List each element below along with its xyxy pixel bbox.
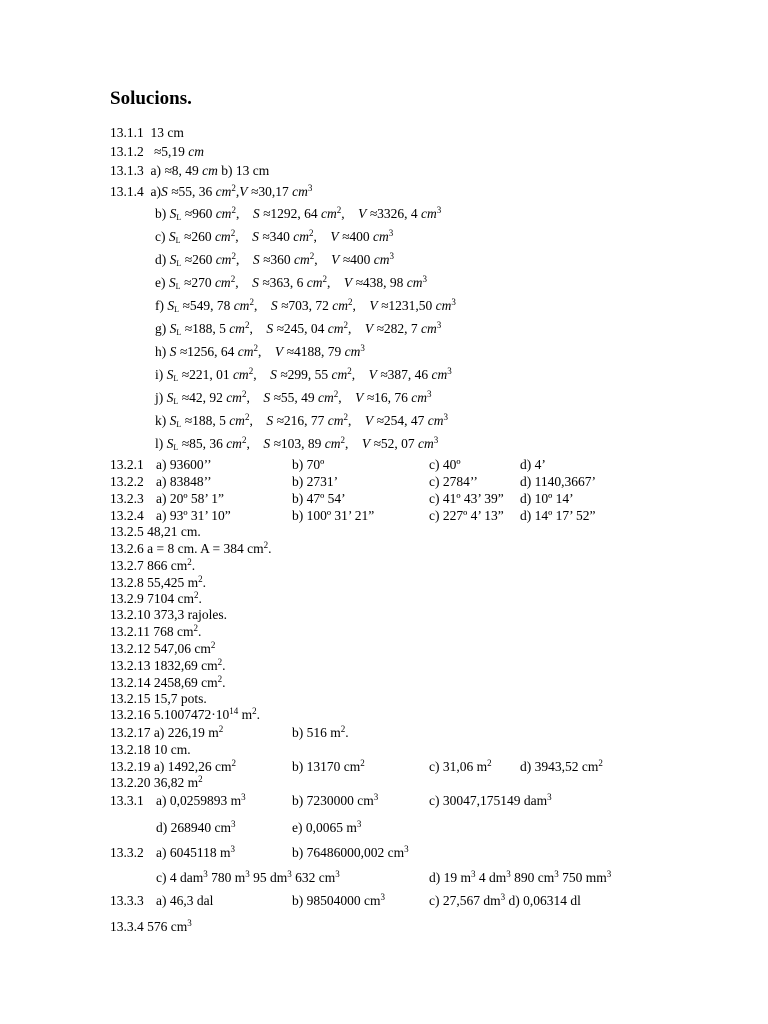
volume-value: 4188, 79 (293, 344, 342, 359)
row-label: e) (155, 275, 166, 290)
lateral-surface-value: 549, 78 (189, 298, 231, 313)
lateral-subscript: L (176, 213, 182, 222)
approx-symbol: ≈ (153, 144, 162, 159)
answer-punct: . (222, 675, 226, 690)
item-number: 13.1.2 (110, 144, 144, 159)
answer-value: 13 cm (150, 125, 184, 140)
item-number: 13.2.3 (110, 491, 144, 506)
answer-part-d: d) 1140,3667’ (520, 474, 596, 489)
approx-symbol: ≈ (184, 206, 193, 221)
answer-text: 13.2.7 866 cm (110, 558, 188, 573)
answer-part-c: c) 2784’’ (429, 474, 478, 489)
answer-part-c: c) 31,06 m (429, 759, 488, 774)
solid-row: k) $S_L \approx 188$, 5 $cm^2$, S ≈216, 77 $cm^2$, V ≈254, 47 $cm^3$ (155, 412, 449, 429)
answer-13-2-11: 13.2.11 768 $cm^2$. (110, 623, 202, 639)
volume-value: 52, 07 (380, 436, 415, 451)
answer-13-2-2 (110, 474, 670, 490)
answer-13-2-1 (110, 457, 670, 473)
answer-13-3-3: 13.3.3 a) 46,3 dal b) 98504000 $cm^3$ c) 27,567 $dm^3$ d) 0,06314 dl (110, 892, 581, 908)
lateral-surface-value: 270 (191, 275, 212, 290)
volume-value: 387, 46 (387, 367, 429, 382)
solid-row: d) $S_L \approx 260$ $cm^2$, S ≈360 $cm^2$, V ≈400 $cm^3$ (155, 251, 395, 268)
answer-13-3-2-continued: c) 4 dam$^3$ 780 $m^3$ 95 $dm^3$ 632 $cm^3$ d) 19 $m^3$ 4 $dm^3$ 890 $cm^3$ 750 $mm^3$ (156, 869, 612, 885)
item-number: 13.2.2 (110, 474, 144, 489)
solid-row: f) $S_L \approx 549$, 78 $cm^2$, S ≈703, 72 $cm^2$, V ≈1231,50 $cm^3$ (155, 297, 456, 314)
row-label: d) (155, 252, 167, 267)
item-number: 13.1.4 (110, 184, 144, 199)
unit-cm: cm (202, 163, 218, 178)
answer-part-b: b) 2731’ (292, 474, 339, 489)
answer-part-b: b) 100º 31’ 21” (292, 508, 375, 523)
answer-value: 5,19 (161, 144, 185, 159)
answer-part-a: a) 20º 58’ 1” (156, 491, 225, 506)
answer-13-2-18: 13.2.18 10 cm. (110, 742, 191, 757)
answer-part-b: b) 7230000 cm (292, 793, 374, 808)
answer-part-d: d) 0,06314 dl (505, 893, 581, 908)
answer-text: 13.2.12 547,06 cm (110, 641, 211, 656)
solid-row: b) $S_L \approx 960$ $cm^2$, S ≈1292, 64 $cm^2$, V ≈3326, 4 $cm^3$ (155, 205, 442, 222)
unit-cm: cm (188, 144, 205, 159)
row-label: i) (155, 367, 164, 382)
answer-part-c: c) 27,567 dm (429, 893, 501, 908)
total-surface-value: 703, 72 (288, 298, 329, 313)
answer-part-b: b) 98504000 cm (292, 893, 381, 908)
volume-value: 1231,50 (388, 298, 433, 313)
volume-value: 254, 47 (383, 413, 425, 428)
answer-part-e: e) 0,0065 m (292, 820, 357, 835)
answer-text: 13.2.13 1832,69 cm (110, 658, 218, 673)
row-label: c) (155, 229, 166, 244)
answer-13-2-15: 13.2.15 15,7 pots. (110, 691, 207, 706)
solid-row: g) $S_L \approx 188$, 5 $cm^2$, S ≈245, 04 $cm^2$, V ≈282, 7 $cm^3$ (155, 320, 442, 337)
row-label: l) (155, 436, 164, 451)
answer-part-a: a) 93º 31’ 10” (156, 508, 231, 523)
volume-value: 16, 76 (374, 390, 408, 405)
answer-part-d: d) 4’ (520, 457, 546, 472)
answer-punct: . (256, 707, 261, 722)
answer-value: 8, 49 (171, 163, 199, 178)
answer-part-d: d) 19 m (429, 870, 471, 885)
answer-punct: . (345, 725, 349, 740)
answer-13-1-1 (110, 125, 184, 141)
answer-13-2-10: 13.2.10 373,3 rajoles. (110, 607, 227, 622)
answer-part-a: a) 83848’’ (156, 474, 212, 489)
solid-row: j) $S_L \approx 42$, 92 $cm^2$, S ≈55, 49 $cm^2$, V ≈16, 76 $cm^3$ (155, 389, 432, 406)
answer-part-b: b) 70º (292, 457, 325, 472)
answer-part-c: c) 227º 4’ 13” (429, 508, 504, 523)
answer-punct: . (202, 575, 207, 590)
answer-13-2-20: 13.2.20 36,82 $m^2$ (110, 774, 203, 790)
lateral-surface-value: 221, 01 (189, 367, 230, 382)
answer-13-2-19: 13.2.19 a) 1492,26 $cm^2$ b) 13170 $cm^2$ c) 31,06 $m^2$ d) 3943,52 $cm^2$ (110, 758, 603, 774)
answer-13-3-4: 13.3.4 576 $cm^3$ (110, 918, 192, 934)
total-surface-value: 245, 04 (283, 321, 325, 336)
exponent: 3 (307, 183, 313, 193)
answer-part-a: a) 6045118 m (156, 845, 231, 860)
lateral-surface-value: 960 (192, 206, 213, 221)
answer-13-3-1-continued: d) 268940 $cm^3$ e) 0,0065 $m^3$ (156, 819, 362, 835)
answer-text: 13.3.4 576 cm (110, 919, 188, 934)
answer-part-c: 780 m (207, 870, 246, 885)
unit-cm3: cm (292, 184, 308, 199)
lateral-surface-value: 260 (192, 252, 213, 267)
answer-13-2-12: 13.2.12 547,06 $cm^2$ (110, 640, 216, 656)
volume-value: 3326, 4 (377, 206, 418, 221)
answer-part-c: c) 41º 43’ 39” (429, 491, 504, 506)
item-number: 13.3.2 (110, 845, 144, 860)
answer-part-a: 13.2.19 a) 1492,26 cm (110, 759, 232, 774)
row-label: g) (155, 321, 167, 336)
answer-part-c: c) 30047,175149 dam (429, 793, 548, 808)
answer-part-c: c) 40º (429, 457, 461, 472)
answer-13-2-8: 13.2.8 55,425 $m^2$. (110, 574, 207, 590)
answer-text: 13.2.16 5.1007472·10 (110, 707, 230, 722)
answer-13-2-7: 13.2.7 866 $cm^2$. (110, 557, 196, 573)
total-surface-value: 363, 6 (269, 275, 304, 290)
answer-punct: . (222, 658, 226, 673)
total-surface-value: 299, 55 (287, 367, 329, 382)
lateral-surface-value: 188, 5 (192, 413, 226, 428)
answer-13-3-1: 13.3.1 a) 0,0259893 $m^3$ b) 7230000 $cm^3$ c) 30047,175149 dam$^3$ (110, 792, 552, 808)
total-surface-value: 55, 49 (280, 390, 315, 405)
answer-part-b: b) 76486000,002 cm (292, 845, 405, 860)
lateral-surface-value: 42, 92 (189, 390, 223, 405)
approx-symbol: ≈ (171, 184, 179, 199)
answer-part-b: b) 13170 cm (292, 759, 361, 774)
answer-punct: . (268, 541, 272, 556)
answer-text: 13.2.14 2458,69 cm (110, 675, 218, 690)
lateral-surface-value: 260 (191, 229, 212, 244)
volume-value: 400 (349, 229, 370, 244)
answer-part-d: d) 14º 17’ 52” (520, 508, 596, 523)
answer-part-a: a) 0,0259893 m (156, 793, 242, 808)
volume-symbol: ,V (235, 184, 248, 199)
answer-part-d: d) 268940 cm (156, 820, 231, 835)
answer-13-2-3 (110, 491, 670, 507)
answer-text: 13.2.11 768 cm (110, 624, 194, 639)
answer-part-d: 750 mm (558, 870, 607, 885)
answer-part-c: c) 4 dam (156, 870, 204, 885)
item-number: 13.2.4 (110, 508, 144, 523)
answer-text: 13.2.9 7104 cm (110, 591, 194, 606)
answer-13-2-4 (110, 508, 670, 524)
item-number: 13.1.1 (110, 125, 144, 140)
lateral-surface-value: 188, 5 (192, 321, 226, 336)
answer-part-d: 4 dm (475, 870, 507, 885)
volume-value: 438, 98 (362, 275, 404, 290)
answer-part-b: b) 13 cm (221, 163, 270, 178)
solid-row: i) $S_L \approx 221$, 01 $cm^2$, S ≈299, 55 $cm^2$, V ≈387, 46 $cm^3$ (155, 366, 452, 383)
answer-part-a: a) 93600’’ (156, 457, 212, 472)
unit-cm2: cm (215, 184, 232, 199)
answer-part-d: d) 10º 14’ (520, 491, 574, 506)
total-surface-value: 103, 89 (280, 436, 322, 451)
answer-13-2-13: 13.2.13 1832,69 $cm^2$. (110, 657, 226, 673)
exponent: 14 (229, 706, 239, 716)
part-label: a) (150, 184, 161, 199)
answer-13-2-14: 13.2.14 2458,69 $cm^2$. (110, 674, 226, 690)
answer-part-d: 890 cm (510, 870, 555, 885)
solid-row: e) $S_L \approx 270$ $cm^2$, S ≈363, 6 $cm^2$, V ≈438, 98 $cm^3$ (155, 274, 428, 291)
row-label: j) (155, 390, 164, 405)
approx-symbol: ≈ (164, 163, 172, 178)
answer-13-1-3 (110, 163, 269, 179)
row-label: f) (155, 298, 164, 313)
row-label: b) (155, 206, 167, 221)
answer-13-2-6: 13.2.6 a = 8 cm. A = 384 $cm^2$. (110, 540, 272, 556)
answer-punct: . (198, 624, 202, 639)
answer-13-3-2: 13.3.2 a) 6045118 $m^3$ b) 76486000,002 $cm^3$ (110, 844, 409, 860)
item-number: 13.1.3 (110, 163, 144, 178)
answer-text: 13.2.6 a = 8 cm. A = 384 cm (110, 541, 264, 556)
solid-row: h) S ≈1256, 64 $cm^2$, V ≈4188, 79 $cm^3$ (155, 343, 365, 359)
unit: m (238, 707, 253, 722)
approx-symbol: ≈ (250, 184, 259, 199)
answer-part-b: b) 516 m (292, 725, 341, 740)
total-surface-value: 216, 77 (283, 413, 325, 428)
answer-13-2-17: 13.2.17 a) 226,19 $m^2$ b) 516 $m^2$. (110, 724, 349, 740)
volume-value: 282, 7 (383, 321, 418, 336)
solid-row: c) $S_L \approx 260$ $cm^2$, S ≈340 $cm^2$, V ≈400 $cm^3$ (155, 228, 394, 245)
answer-punct: . (198, 591, 202, 606)
part-label: a) (150, 163, 161, 178)
answer-13-1-2 (110, 144, 204, 160)
item-number: 13.3.1 (110, 793, 144, 808)
exponent: 2 (231, 183, 236, 193)
answer-text: 13.2.20 36,82 m (110, 775, 199, 790)
total-surface-value: 360 (270, 252, 291, 267)
answer-part-c: 95 dm (249, 870, 288, 885)
answer-13-2-9: 13.2.9 7104 $cm^2$. (110, 590, 202, 606)
volume-value: 400 (350, 252, 371, 267)
answer-part-a: a) 46,3 dal (156, 893, 214, 908)
answer-punct: . (191, 558, 196, 573)
total-surface-value: 1292, 64 (270, 206, 318, 221)
answer-13-1-4 (110, 184, 312, 200)
answer-13-2-5: 13.2.5 48,21 cm. (110, 524, 201, 539)
total-surface-value: 1256, 64 (187, 344, 235, 359)
answer-part-b: b) 47º 54’ (292, 491, 346, 506)
page-title: Solucions. (110, 88, 192, 109)
total-surface-value: 340 (269, 229, 290, 244)
solid-row: l) $S_L \approx 85$, 36 $cm^2$, S ≈103, 89 $cm^2$, V ≈52, 07 $cm^3$ (155, 435, 439, 452)
row-label: h) (155, 344, 167, 359)
answer-part-a: 13.2.17 a) 226,19 m (110, 725, 219, 740)
lateral-surface-value: 85, 36 (189, 436, 223, 451)
answer-part-d: d) 3943,52 cm (520, 759, 599, 774)
row-label: k) (155, 413, 167, 428)
answer-13-2-16: 13.2.16 $5.1007472\cdot 10^{14}$ $m^2$. (110, 706, 261, 722)
item-number: 13.2.1 (110, 457, 144, 472)
item-number: 13.3.3 (110, 893, 144, 908)
surface-symbol: S (161, 184, 168, 199)
answer-text: 13.2.8 55,425 m (110, 575, 199, 590)
surface-value: 55, 36 (178, 184, 213, 199)
answer-part-c: 632 cm (291, 870, 336, 885)
volume-value: 30,17 (258, 184, 289, 199)
